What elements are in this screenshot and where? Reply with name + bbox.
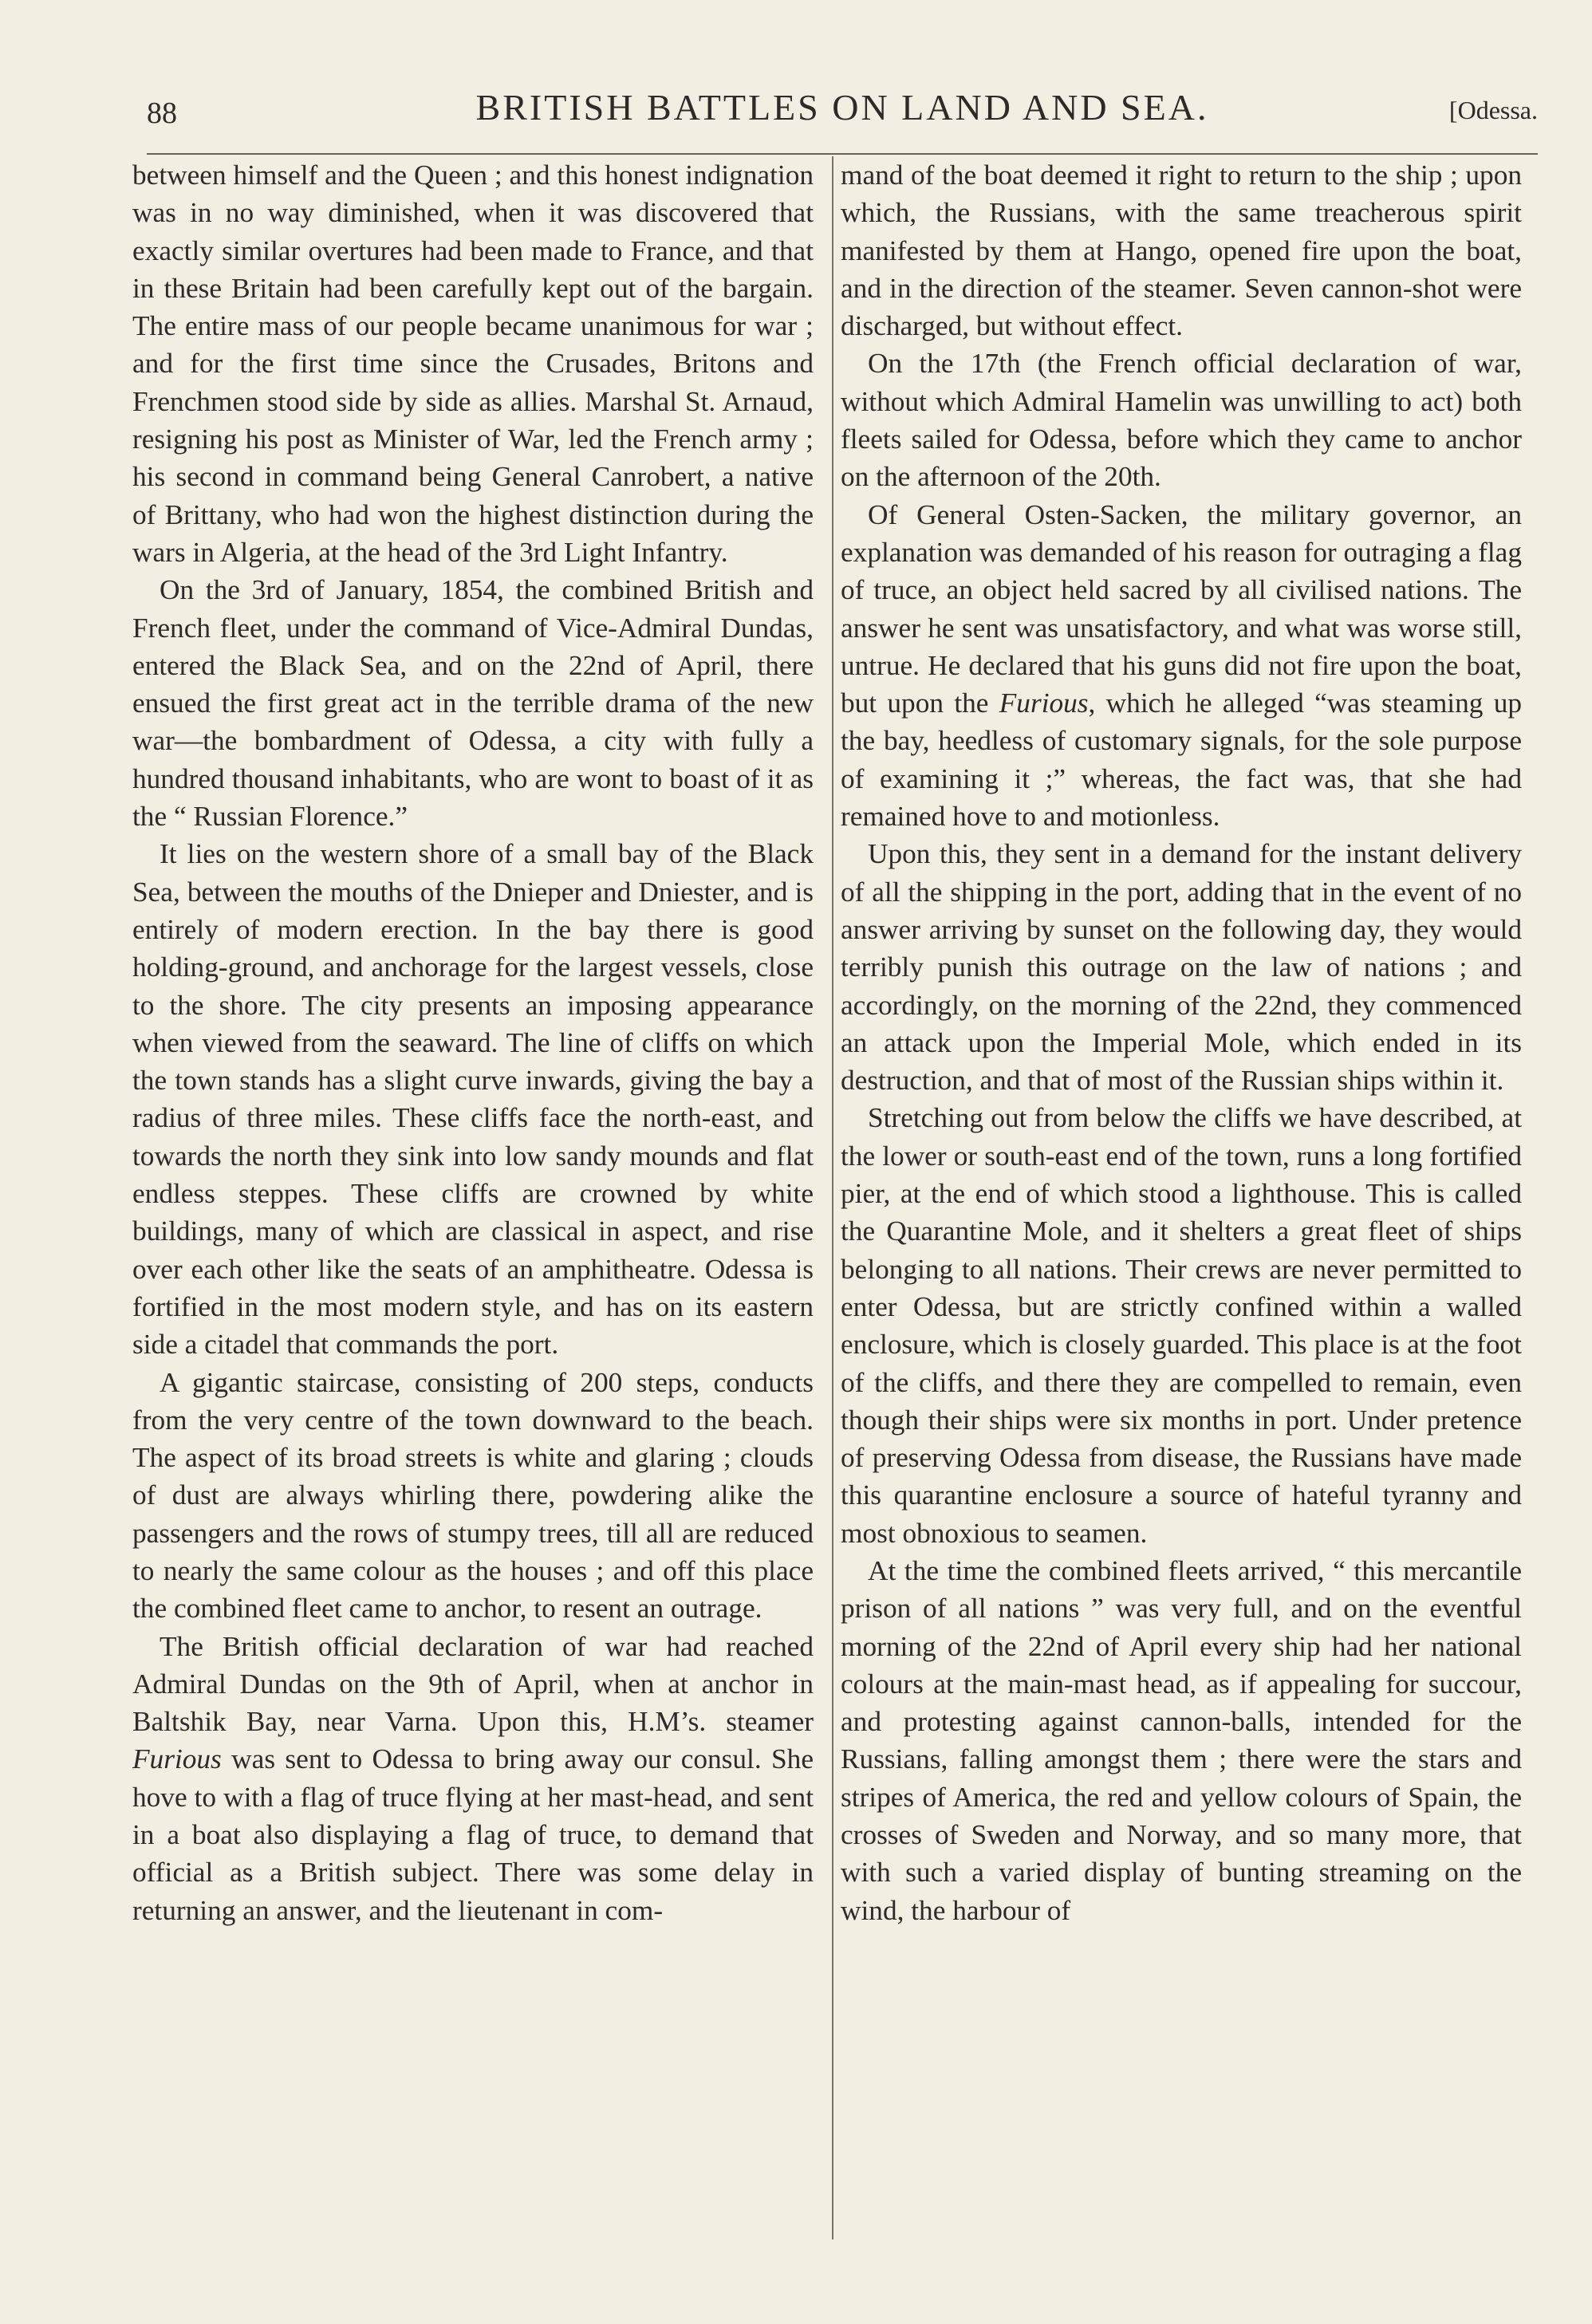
left-column: [132, 156, 814, 1929]
running-title: BRITISH BATTLES ON LAND AND SEA.: [475, 87, 1209, 128]
page-header: [147, 86, 1538, 147]
paragraph: At the time the combined fleets arrived, “ this mercantile prison of all nations ” was very full, and on the eventful morning of the 22nd of April every ship had her national colours at the main-mast head, as if appealing for succour, and protesting against cannon-balls, intended for the Russians, falling amongst them ; there were the stars and stripes of America, the red and yellow colours of Spain, the crosses of Sweden and Norway, and so many more, that with such a varied display of bunting streaming on the wind, the harbour of: [841, 1554, 1522, 1926]
paragraph: A gigantic staircase, consisting of 200 steps, conducts from the very centre of the town downward to the beach. The aspect of its broad streets is white and glaring ; clouds of dust are always whirling there, powdering alike the passengers and the rows of stumpy trees, till all are reduced to nearly the same colour as the houses ; and off this place the combined fleet came to anchor, to resent an outrage.: [132, 1366, 814, 1625]
paragraph: Upon this, they sent in a demand for the instant delivery of all the shipping in the port, adding that in the event of no answer arriving by sunset on the following day, they would terribly punish this outrage on the law of nations ; and accordingly, on the morning of the 22nd, they commenced an attack upon the Imperial Mole, which ended in its destruction, and that of most of the Russian ships within it.: [841, 838, 1522, 1097]
paragraph: On the 3rd of January, 1854, the combined British and French fleet, under the command of Vice-Admiral Dundas, entered the Black Sea, and on the 22nd of April, there ensued the first great act in the terrible drama of the new war—the bombardment of Odessa, a city with fully a hundred thousand inhabitants, who are wont to boast of it as the “ Russian Florence.”: [132, 574, 814, 833]
paragraph: It lies on the western shore of a small bay of the Black Sea, between the mouths of the Dnieper and Dniester, and is entirely of modern erection. In the bay there is good holding-ground, and anchorage for the largest vessels, close to the shore. The city presents an imposing appearance when viewed from the seaward. The line of cliffs on which the town stands has a slight curve inwards, giving the bay a radius of three miles. These cliffs face the north-east, and towards the north they sink into low sandy mounds and flat endless steppes. These cliffs are crowned by white buildings, many of which are classical in aspect, and rise over each other like the seats of an amphitheatre. Odessa is fortified in the most modern style, and has on its eastern side a citadel that commands the port.: [132, 838, 814, 1361]
paragraph: Of General Osten-Sacken, the military governor, an explanation was demanded of his reason for outraging a flag of truce, an object held sacred by all civilised nations. The answer he sent was unsatisfactory, and what was worse still, untrue. He declared that his guns did not fire upon the boat, but upon the Furious, which he alleged “was steaming up the bay, heedless of customary signals, for the sole purpose of examining it ;” whereas, the fact was, that she had remained hove to and motionless.: [841, 498, 1522, 833]
right-column: [841, 156, 1522, 1929]
column-divider: [832, 156, 833, 2239]
paragraph: mand of the boat deemed it right to return to the ship ; upon which, the Russians, with the same treacherous spirit manifested by them at Hango, opened fire upon the boat, and in the direction of the steamer. Seven cannon-shot were discharged, but without effect.: [841, 160, 1522, 342]
ship-name: Furious: [999, 687, 1089, 719]
section-marker: [Odessa.: [1448, 96, 1538, 124]
paragraph: On the 17th (the French official declaration of war, without which Admiral Hamelin was unwilling to act) both fleets sailed for Odessa, before which they came to anchor on the afternoon of the 20th.: [841, 348, 1522, 493]
paragraph: The British official declaration of war had reached Admiral Dundas on the 9th of April, when at anchor in Baltshik Bay, near Varna. Upon this, H.M’s. steamer Furious was sent to Odessa to bring away our consul. She hove to with a flag of truce flying at her mast-head, and sent in a boat also displaying a flag of truce, to demand that official as a British subject. There was some delay in returning an answer, and the lieutenant in com-: [132, 1630, 814, 1926]
page-number: 88: [147, 97, 177, 130]
paragraph: Stretching out from below the cliffs we have described, at the lower or south-east end of the town, runs a long fortified pier, at the end of which stood a lighthouse. This is called the Quarantine Mole, and it shelters a great fleet of ships belonging to all nations. Their crews are never permitted to enter Odessa, but are strictly confined within a walled enclosure, which is closely guarded. This place is at the foot of the cliffs, and there they are compelled to remain, even though their ships were six months in port. Under pretence of preserving Odessa from disease, the Russians have made this quarantine enclosure a source of hateful tyranny and most obnoxious to seamen.: [841, 1102, 1522, 1549]
header-rule: [147, 153, 1538, 155]
ship-name: Furious: [132, 1743, 222, 1775]
paragraph: between himself and the Queen ; and this honest indignation was in no way diminished, when it was discovered that exactly similar overtures had been made to France, and that in these Britain had been carefully kept out of the bargain. The entire mass of our people became unanimous for war ; and for the first time since the Crusades, Britons and Frenchmen stood side by side as allies. Marshal St. Arnaud, resigning his post as Minister of War, led the French army ; his second in command being General Canrobert, a native of Brittany, who had won the highest distinction during the wars in Algeria, at the head of the 3rd Light Infantry.: [132, 160, 814, 568]
